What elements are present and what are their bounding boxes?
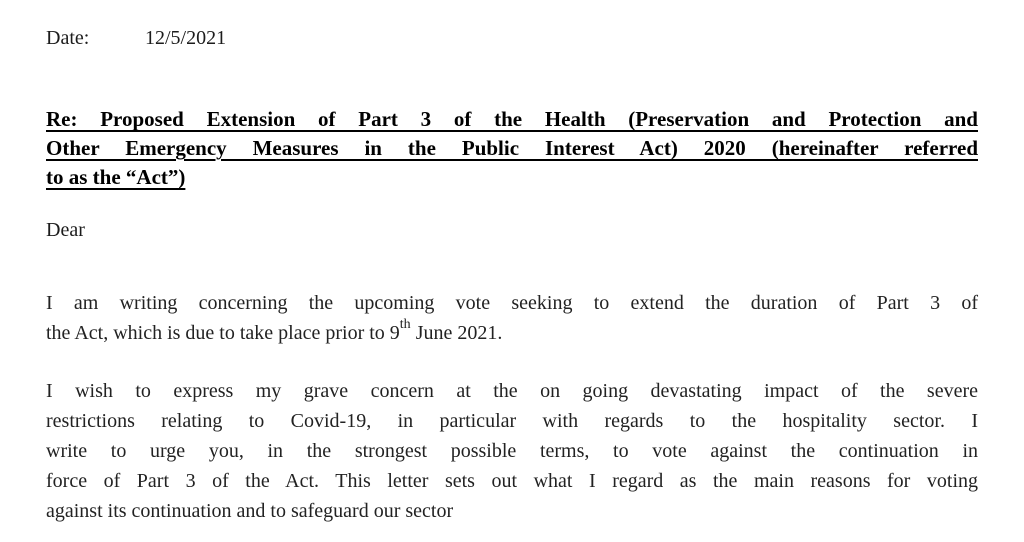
salutation: Dear bbox=[46, 219, 85, 241]
paragraph-2-line-4: force of Part 3 of the Act. This letter sets out what I regard as the main reasons for voting bbox=[46, 470, 978, 492]
paragraph-2-line-5: against its continuation and to safeguard our sector bbox=[46, 500, 454, 522]
paragraph-1-line-1: I am writing concerning the upcoming vote seeking to extend the duration of Part 3 of bbox=[46, 292, 978, 314]
date-value: 12/5/2021 bbox=[145, 27, 227, 49]
paragraph-2-line-2: restrictions relating to Covid-19, in particular with regards to the hospitality sector. I bbox=[46, 410, 978, 432]
paragraph-1 bbox=[46, 288, 978, 348]
paragraph-2 bbox=[46, 376, 978, 526]
date-row bbox=[46, 26, 978, 50]
subject-line-2: Other Emergency Measures in the Public Interest Act) 2020 (hereinafter referred bbox=[46, 136, 978, 160]
paragraph-1-line-2 bbox=[46, 318, 978, 348]
ordinal-superscript: th bbox=[399, 317, 411, 333]
subject-line-3: to as the “Act”) bbox=[46, 165, 186, 189]
paragraph-2-line-3: write to urge you, in the strongest possible terms, to vote against the continuation in bbox=[46, 440, 978, 462]
paragraph-1-line-2-tail: June 2021. bbox=[410, 322, 503, 344]
paragraph-1-line-2-text: the Act, which is due to take place prior to 9 bbox=[46, 322, 400, 344]
paragraph-2-line-1: I wish to express my grave concern at the on going devastating impact of the severe bbox=[46, 380, 978, 402]
subject-line-1: Re: Proposed Extension of Part 3 of the Health (Preservation and Protection and bbox=[46, 107, 978, 131]
subject-heading bbox=[46, 105, 978, 192]
date-label: Date: bbox=[46, 27, 90, 49]
